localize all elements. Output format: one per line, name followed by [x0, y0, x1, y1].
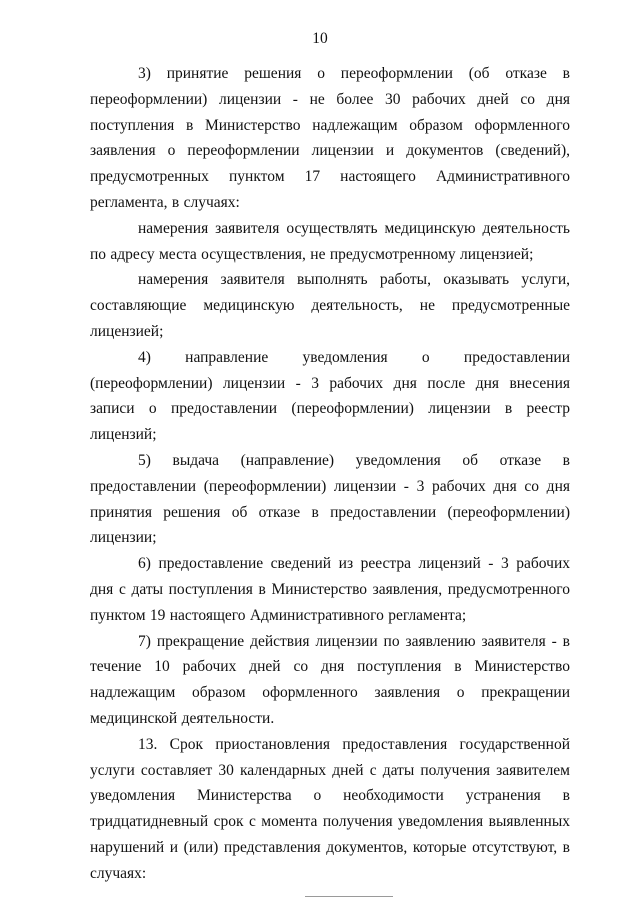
paragraph-item-6: 6) предоставление сведений из реестра лицензий - 3 рабочих дня с даты поступления в Министерство заявления, предусмотренного пунктом 19 настоящего Административного регламента; [90, 555, 570, 624]
paragraph-address-case: намерения заявителя осуществлять медицинскую деятельность по адресу места осуществления, не предусмотренному лицензией; [90, 219, 570, 263]
paragraph-item-3: 3) принятие решения о переоформлении (об отказе в переоформлении) лицензии - не более 30 рабочих дней со дня поступления в Министерство надлежащим образом оформленного заявления о переоформлении лицензии и документов (сведений), предусмотренных пунктом 17 настоящего Административного регламента, в случаях: [90, 65, 570, 211]
paragraph-item-7: 7) прекращение действия лицензии по заявлению заявителя - в течение 10 рабочих дней со дня поступления в Министерство надлежащим образом оформленного заявления о прекращении медицинской деятельности. [90, 632, 570, 727]
document-body [90, 61, 570, 887]
footer-divider [305, 896, 393, 897]
page-number: 10 [312, 30, 328, 47]
paragraph-section-13: 13. Срок приостановления предоставления государственной услуги составляет 30 календарных дней с даты получения заявителем уведомления Министерства о необходимости устранения в тридцатидневный срок с момента получения уведомления выявленных нарушений и (или) представления документов, которые отсутствуют, в случаях: [90, 735, 570, 882]
paragraph-works-case: намерения заявителя выполнять работы, оказывать услуги, составляющие медицинскую деятельность, не предусмотренные лицензией; [90, 271, 570, 340]
paragraph-item-4: 4) направление уведомления о предоставлении (переоформлении) лицензии - 3 рабочих дня после дня внесения записи о предоставлении (переоформлении) лицензии в реестр лицензий; [90, 348, 570, 444]
paragraph-item-5: 5) выдача (направление) уведомления об отказе в предоставлении (переоформлении) лицензии - 3 рабочих дня со дня принятия решения об отказе в предоставлении (переоформлении) лицензии; [90, 451, 570, 547]
